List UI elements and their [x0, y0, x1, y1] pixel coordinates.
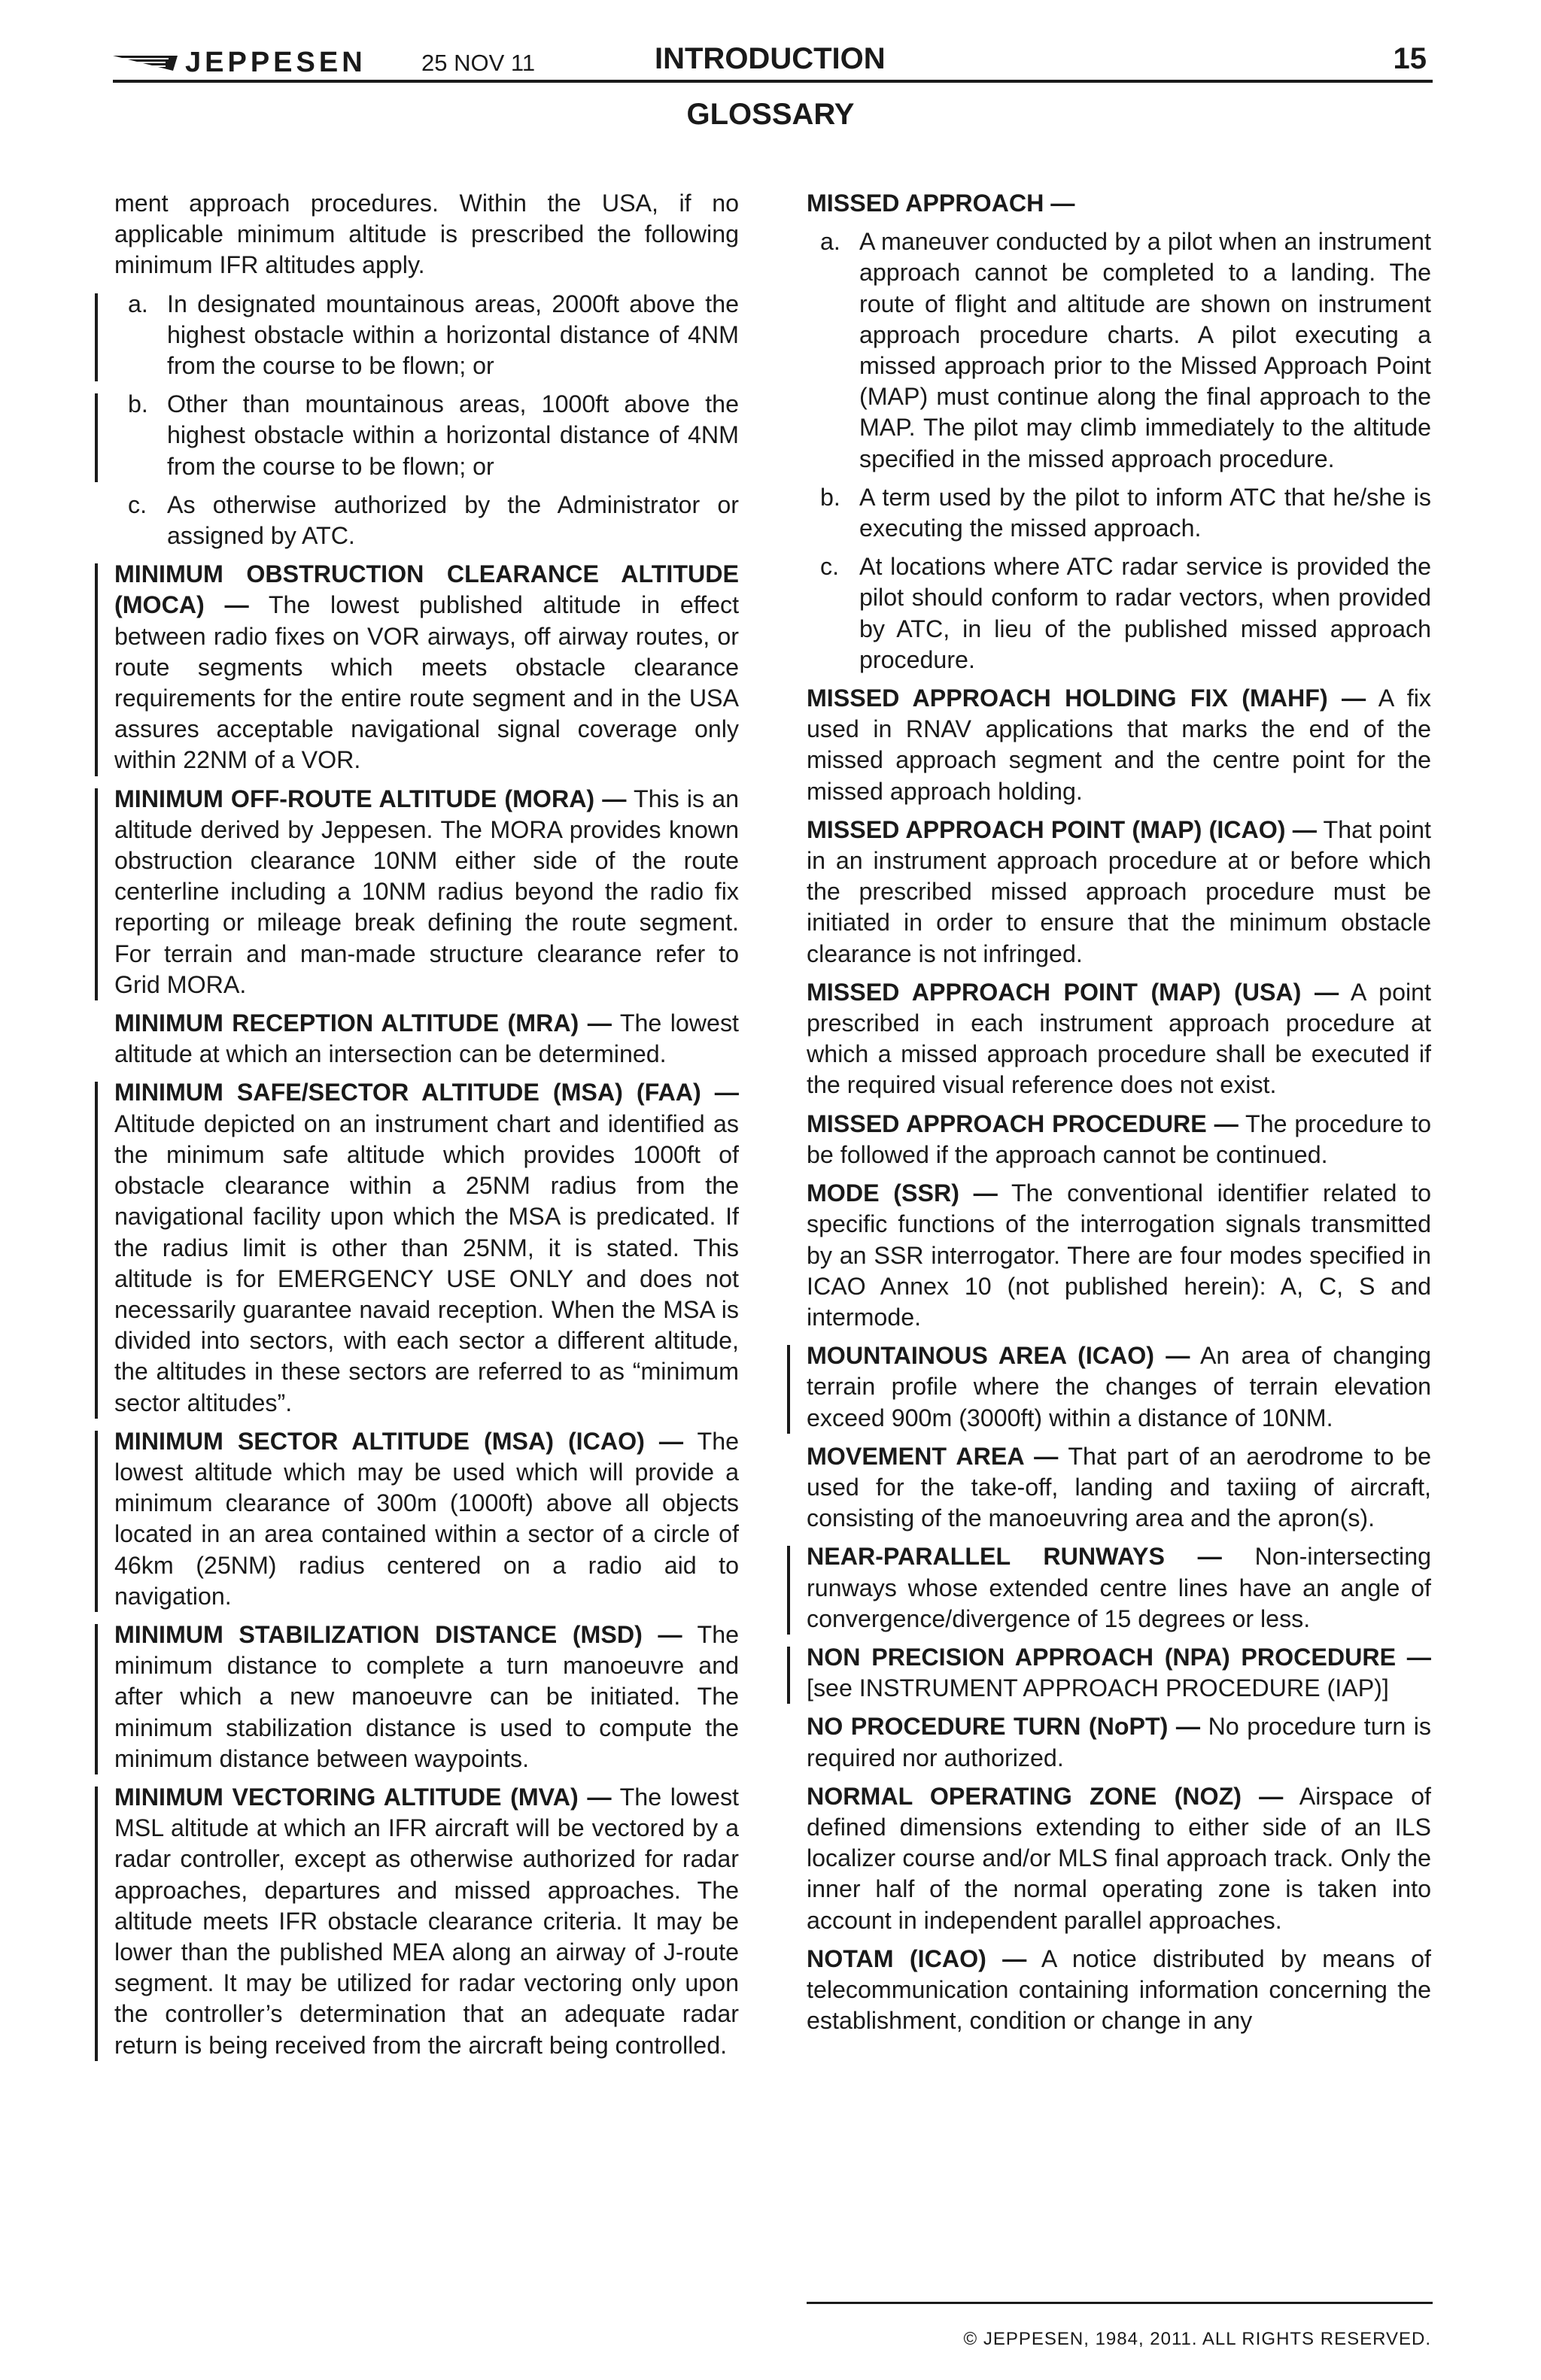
entry-term: MISSED APPROACH PROCEDURE —: [807, 1110, 1239, 1137]
entry-definition: The conventional identifier related to specific functions of the interrogation signals transmitted by an SSR interrogator. There are four modes specified in ICAO Annex 10 (not published herein): A, C, S and intermode.: [807, 1179, 1431, 1331]
header-date: 25 NOV 11: [421, 50, 536, 76]
entry-term: MINIMUM OFF-ROUTE ALTITUDE (MORA) —: [114, 785, 627, 812]
glossary-entry: [807, 1541, 1431, 1635]
list-item: [114, 490, 739, 551]
list-label: a.: [820, 228, 840, 256]
entry-definition: This is an altitude derived by Jeppesen. The MORA provides known obstruction clearance 10NM either side of the route centerline including a 10NM radius beyond the radio fix reporting or mileage break defining the route segment. For terrain and man-made structure clearance refer to Grid MORA.: [114, 785, 739, 998]
entry-term: NO PROCEDURE TURN (NoPT) —: [807, 1713, 1201, 1741]
entry-term: MINIMUM SECTOR ALTITUDE (MSA) (ICAO) —: [114, 1427, 684, 1455]
glossary-entry: [807, 1441, 1431, 1535]
entry-term: MISSED APPROACH POINT (MAP) (USA) —: [807, 978, 1339, 1006]
entry-term: MOVEMENT AREA —: [807, 1442, 1059, 1470]
entry-definition: No procedure turn is required nor authorized.: [807, 1713, 1431, 1771]
glossary-entry: [114, 1782, 739, 2061]
logo-swoosh-icon: [113, 51, 181, 74]
jeppesen-logo: [113, 45, 366, 80]
page-header: [113, 42, 1433, 84]
list-item: [114, 389, 739, 482]
right-column: [807, 188, 1431, 2044]
glossary-entry: [807, 1781, 1431, 1936]
entry-term: NOTAM (ICAO) —: [807, 1944, 1027, 1972]
entry-term: MISSED APPROACH —: [807, 190, 1075, 217]
list-label: b.: [820, 483, 840, 511]
list-label: c.: [820, 553, 840, 581]
entry-definition: A fix used in RNAV applications that marks the end of the missed approach segment and the centre point for the missed approach holding.: [807, 685, 1431, 805]
list-text: At locations where ATC radar service is provided the pilot should conform to radar vectors, when provided by ATC, in lieu of the published missed approach procedure.: [859, 553, 1431, 673]
entry-term: MISSED APPROACH POINT (MAP) (ICAO) —: [807, 815, 1317, 843]
glossary-entry: [807, 188, 1431, 219]
brand-name: JEPPESEN: [185, 46, 366, 78]
entry-term: MINIMUM RECEPTION ALTITUDE (MRA) —: [114, 1009, 612, 1037]
entry-definition: An area of changing terrain profile where the changes of terrain elevation exceed 900m (3000ft) within a distance of 10NM.: [807, 1342, 1431, 1431]
copyright-footer: © JEPPESEN, 1984, 2011. ALL RIGHTS RESERVED.: [963, 2329, 1431, 2349]
glossary-entry: [114, 784, 739, 1000]
list-label: c.: [128, 490, 147, 518]
list-text: Other than mountainous areas, 1000ft above the highest obstacle within a horizontal distance of 4NM from the course to be flown; or: [167, 390, 739, 480]
entry-definition: The lowest altitude at which an intersection can be determined.: [114, 1009, 739, 1068]
entry-term: MINIMUM VECTORING ALTITUDE (MVA) —: [114, 1783, 612, 1811]
entry-term: MINIMUM STABILIZATION DISTANCE (MSD) —: [114, 1620, 682, 1648]
entry-definition: The lowest MSL altitude at which an IFR aircraft will be vectored by a radar controller, except as otherwise authorized for radar approaches, departures and missed approaches. The altitude meets IFR obstacle clearance criteria. It may be lower than the published MEA along an airway of J-route segment. It may be utilized for radar vectoring only upon the controller’s determination that an adequate radar return is being received from the aircraft being controlled.: [114, 1783, 739, 2059]
entry-definition: A point prescribed in each instrument approach procedure at which a missed approach procedure shall be executed if the required visual reference does not exist.: [807, 978, 1431, 1099]
entry-definition: Non-intersecting runways whose extended centre lines have an angle of convergence/divergence of 15 degrees or less.: [807, 1543, 1431, 1632]
entry-term: MODE (SSR) —: [807, 1179, 998, 1207]
entry-definition: The lowest published altitude in effect between radio fixes on VOR airways, off airway routes, or route segments which meets obstacle clearance requirements for the entire route segment and in the USA assures acceptable navigational signal coverage only within 22NM of a VOR.: [114, 591, 740, 774]
glossary-entry: [807, 1944, 1431, 2037]
list-text: In designated mountainous areas, 2000ft above the highest obstacle within a horizontal distance of 4NM from the course to be flown; or: [167, 290, 739, 380]
footer-rule: [807, 2302, 1433, 2304]
entry-term: MOUNTAINOUS AREA (ICAO) —: [807, 1342, 1190, 1370]
entry-definition: Airspace of defined dimensions extending to either side of an ILS localizer course and/or MLS final approach track. Only the inner half of the normal operating zone is taken into account in independent parallel approaches.: [807, 1782, 1432, 1934]
list-item: [807, 482, 1431, 544]
glossary-entry: [807, 683, 1431, 807]
list-text: A term used by the pilot to inform ATC that he/she is executing the missed approach.: [859, 483, 1431, 542]
entry-definition: That part of an aerodrome to be used for the take-off, landing and taxiing of aircraft, consisting of the manoeuvring area and the apron(s).: [807, 1442, 1431, 1532]
entry-definition: That point in an instrument approach procedure at or before which the prescribed missed approach procedure must be initiated in order to ensure that the minimum obstacle clearance is not infringed.: [807, 815, 1431, 967]
glossary-entry: [807, 1711, 1431, 1773]
entry-definition: Altitude depicted on an instrument chart and identified as the minimum safe altitude which provides 1000ft of obstacle clearance within a 25NM radius from the navigational facility upon which the MSA is predicated. If the radius limit is other than 25NM, it is stated. This altitude is for EMERGENCY USE ONLY and does not necessarily guarantee navaid reception. When the MSA is divided into sectors, with each sector a different altitude, the altitudes in these sectors are referred to as “minimum sector altitudes”.: [114, 1110, 739, 1416]
header-rule: [113, 80, 1433, 83]
entry-term: NEAR-PARALLEL RUNWAYS —: [807, 1543, 1222, 1571]
glossary-entry: [807, 977, 1431, 1101]
glossary-entry: [807, 1109, 1431, 1170]
left-column: [114, 188, 739, 2069]
entry-definition: The lowest altitude which may be used which will provide a minimum clearance of 300m (1000ft) above all objects located in an area contained within a sector of a circle of 46km (25NM) radius centered on a radio aid to navigation.: [114, 1427, 740, 1610]
continued-paragraph: ment approach procedures. Within the USA, if no applicable minimum altitude is prescribed the following minimum IFR altitudes apply.: [114, 190, 739, 279]
entry-term: MINIMUM SAFE/SECTOR ALTITUDE (MSA) (FAA) —: [114, 1079, 739, 1107]
glossary-entry: [114, 1426, 739, 1612]
entry-term: MISSED APPROACH HOLDING FIX (MAHF) —: [807, 685, 1366, 712]
entry-term: NON PRECISION APPROACH (NPA) PROCEDURE —: [807, 1643, 1431, 1671]
glossary-entry: [807, 1340, 1431, 1434]
header-section: INTRODUCTION: [655, 42, 886, 75]
glossary-entry: [114, 1620, 739, 1774]
glossary-entry: [807, 815, 1431, 970]
glossary-entry: [114, 1008, 739, 1070]
list-text: A maneuver conducted by a pilot when an instrument approach cannot be completed to a landing. The route of flight and altitude are shown on instrument approach procedure charts. A pilot executing a missed approach prior to the Missed Approach Point (MAP) must continue along the final approach to the MAP. The pilot may climb immediately to the altitude specified in the missed approach procedure.: [859, 228, 1431, 472]
glossary-entry: [807, 1642, 1431, 1704]
list-item: [114, 289, 739, 382]
list-item: [807, 226, 1431, 475]
list-item: [807, 551, 1431, 675]
page-subtitle: GLOSSARY: [686, 98, 855, 131]
list-label: a.: [128, 290, 148, 317]
entry-term: NORMAL OPERATING ZONE (NOZ) —: [807, 1782, 1284, 1810]
entry-definition: A notice distributed by means of telecommunication containing information concerning the establishment, condition or change in any: [807, 1944, 1431, 2035]
glossary-entry: [114, 559, 739, 776]
glossary-entry: [807, 1178, 1431, 1333]
entry-term: MINIMUM OBSTRUCTION CLEARANCE ALTITUDE (MOCA) —: [114, 560, 739, 619]
entry-definition: [see INSTRUMENT APPROACH PROCEDURE (IAP)]: [807, 1674, 1389, 1702]
entry-definition: The minimum distance to complete a turn manoeuvre and after which a new manoeuvre can be initiated. The minimum stabilization distance is used to compute the minimum distance between waypoints.: [114, 1620, 739, 1772]
list-text: As otherwise authorized by the Administrator or assigned by ATC.: [167, 490, 739, 550]
glossary-entry: [114, 1077, 739, 1418]
page-number: 15: [1393, 42, 1427, 75]
entry-definition: The procedure to be followed if the approach cannot be continued.: [807, 1110, 1431, 1168]
list-label: b.: [128, 390, 148, 418]
